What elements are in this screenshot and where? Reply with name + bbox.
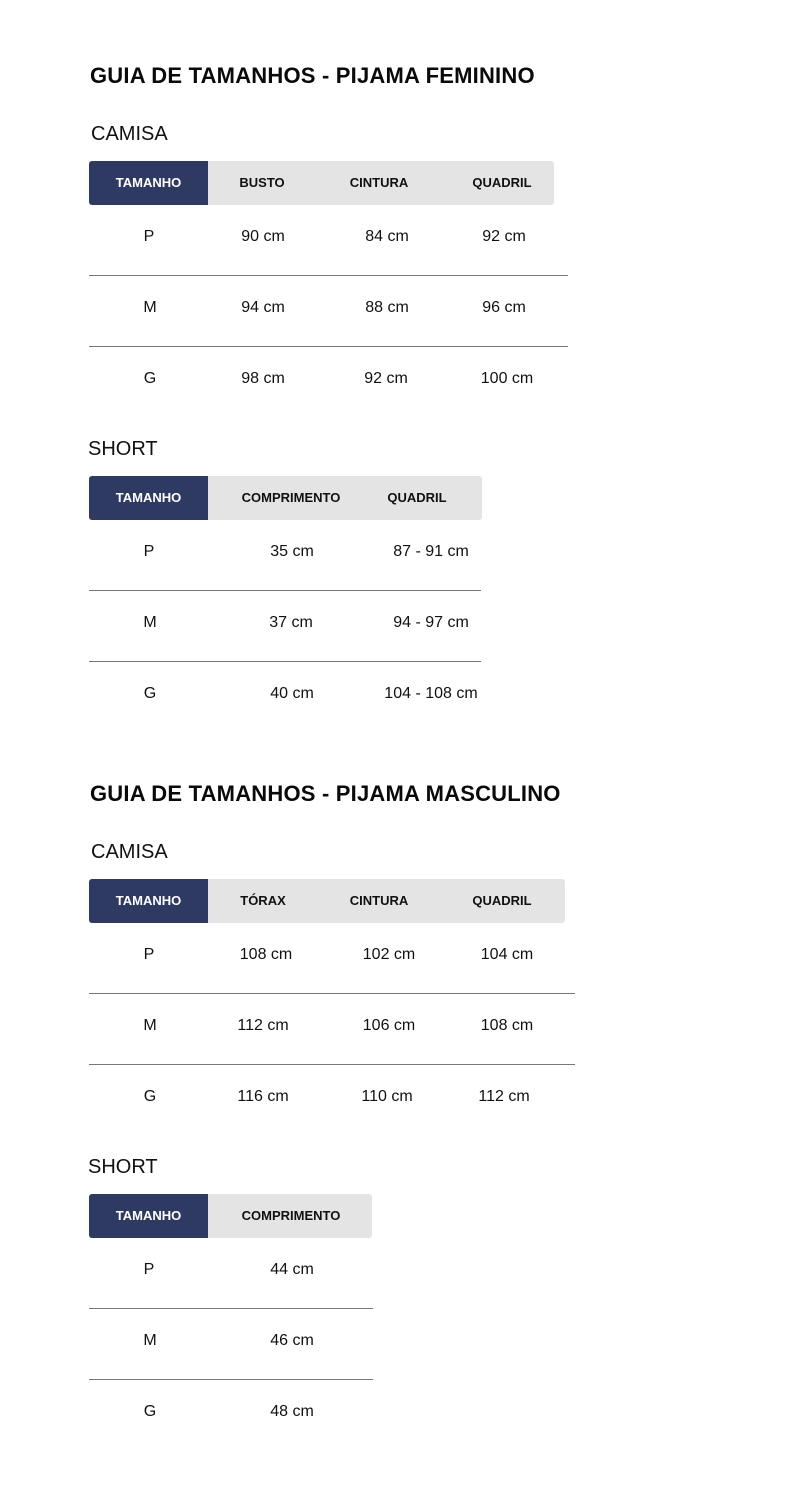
table-cell: 106 cm [362, 1017, 416, 1034]
header-cell-tamanho: TAMANHO [89, 1194, 208, 1238]
table-cell: 108 cm [239, 946, 293, 963]
header-cell-busto: BUSTO [239, 175, 285, 190]
section-label-short-masculino: SHORT [88, 1156, 158, 1178]
section-label-camisa-masculino: CAMISA [91, 841, 168, 863]
size-cell: G [143, 685, 157, 702]
header-cell-quadril: QUADRIL [472, 175, 532, 190]
table-cell: 94 cm [241, 299, 285, 316]
table-body [89, 1238, 373, 1450]
table-cell: 84 cm [365, 228, 409, 245]
table-row [89, 1309, 373, 1380]
table-cell: 108 cm [480, 1017, 534, 1034]
table-body [89, 520, 481, 732]
table-row [89, 1238, 373, 1309]
table-cell: 96 cm [482, 299, 526, 316]
guide-title-masculino: GUIA DE TAMANHOS - PIJAMA MASCULINO [90, 781, 561, 806]
size-cell: M [143, 1332, 157, 1349]
size-table-camisa-masculino [89, 879, 575, 1135]
table-header [89, 476, 482, 520]
size-cell: G [143, 370, 157, 387]
table-row [89, 205, 568, 276]
table-header [89, 879, 565, 923]
table-header [89, 161, 554, 205]
header-cell-torax: TÓRAX [240, 893, 286, 908]
table-cell: 92 cm [482, 228, 526, 245]
section-label-camisa-feminino: CAMISA [91, 123, 168, 145]
table-row [89, 591, 481, 662]
table-cell: 46 cm [270, 1332, 314, 1349]
table-cell: 116 cm [237, 1088, 289, 1105]
table-cell: 92 cm [364, 370, 408, 387]
table-cell: 104 - 108 cm [384, 685, 478, 702]
table-row [89, 994, 575, 1065]
table-row [89, 662, 481, 732]
table-cell: 37 cm [269, 614, 313, 631]
size-cell: P [143, 946, 155, 963]
table-cell: 35 cm [270, 543, 314, 560]
table-cell: 87 - 91 cm [393, 543, 469, 560]
table-cell: 100 cm [480, 370, 534, 387]
table-cell: 40 cm [270, 685, 314, 702]
table-cell: 94 - 97 cm [393, 614, 469, 631]
section-label-short-feminino: SHORT [88, 438, 158, 460]
table-header [89, 1194, 372, 1238]
size-cell: M [143, 614, 157, 631]
header-cell-quadril: QUADRIL [472, 893, 532, 908]
table-body [89, 923, 575, 1135]
size-table-short-feminino [89, 476, 481, 732]
size-cell: M [143, 299, 157, 316]
header-cell-cintura: CINTURA [349, 175, 409, 190]
table-row [89, 1065, 575, 1135]
header-cell-cintura: CINTURA [349, 893, 409, 908]
table-cell: 112 cm [237, 1017, 289, 1034]
table-body [89, 205, 568, 417]
table-cell: 88 cm [365, 299, 409, 316]
header-cell-tamanho: TAMANHO [89, 879, 208, 923]
header-cell-quadril: QUADRIL [387, 490, 447, 505]
table-cell: 44 cm [270, 1261, 314, 1278]
table-row [89, 1380, 373, 1450]
size-cell: G [143, 1088, 157, 1105]
table-row [89, 276, 568, 347]
header-cell-comprimento: COMPRIMENTO [241, 490, 341, 505]
size-cell: P [143, 228, 155, 245]
table-cell: 48 cm [270, 1403, 314, 1420]
table-cell: 102 cm [362, 946, 416, 963]
table-cell: 98 cm [241, 370, 285, 387]
table-row [89, 520, 481, 591]
size-table-short-masculino [89, 1194, 373, 1450]
size-cell: P [143, 1261, 155, 1278]
guide-title-feminino: GUIA DE TAMANHOS - PIJAMA FEMININO [90, 63, 535, 88]
table-cell: 112 cm [478, 1088, 530, 1105]
table-row [89, 347, 568, 417]
table-cell: 110 cm [361, 1088, 413, 1105]
table-cell: 104 cm [480, 946, 534, 963]
header-cell-comprimento: COMPRIMENTO [241, 1208, 341, 1223]
size-cell: P [143, 543, 155, 560]
header-cell-tamanho: TAMANHO [89, 476, 208, 520]
header-cell-tamanho: TAMANHO [89, 161, 208, 205]
size-table-camisa-feminino [89, 161, 568, 417]
size-cell: G [143, 1403, 157, 1420]
table-cell: 90 cm [241, 228, 285, 245]
table-row [89, 923, 575, 994]
size-cell: M [143, 1017, 157, 1034]
